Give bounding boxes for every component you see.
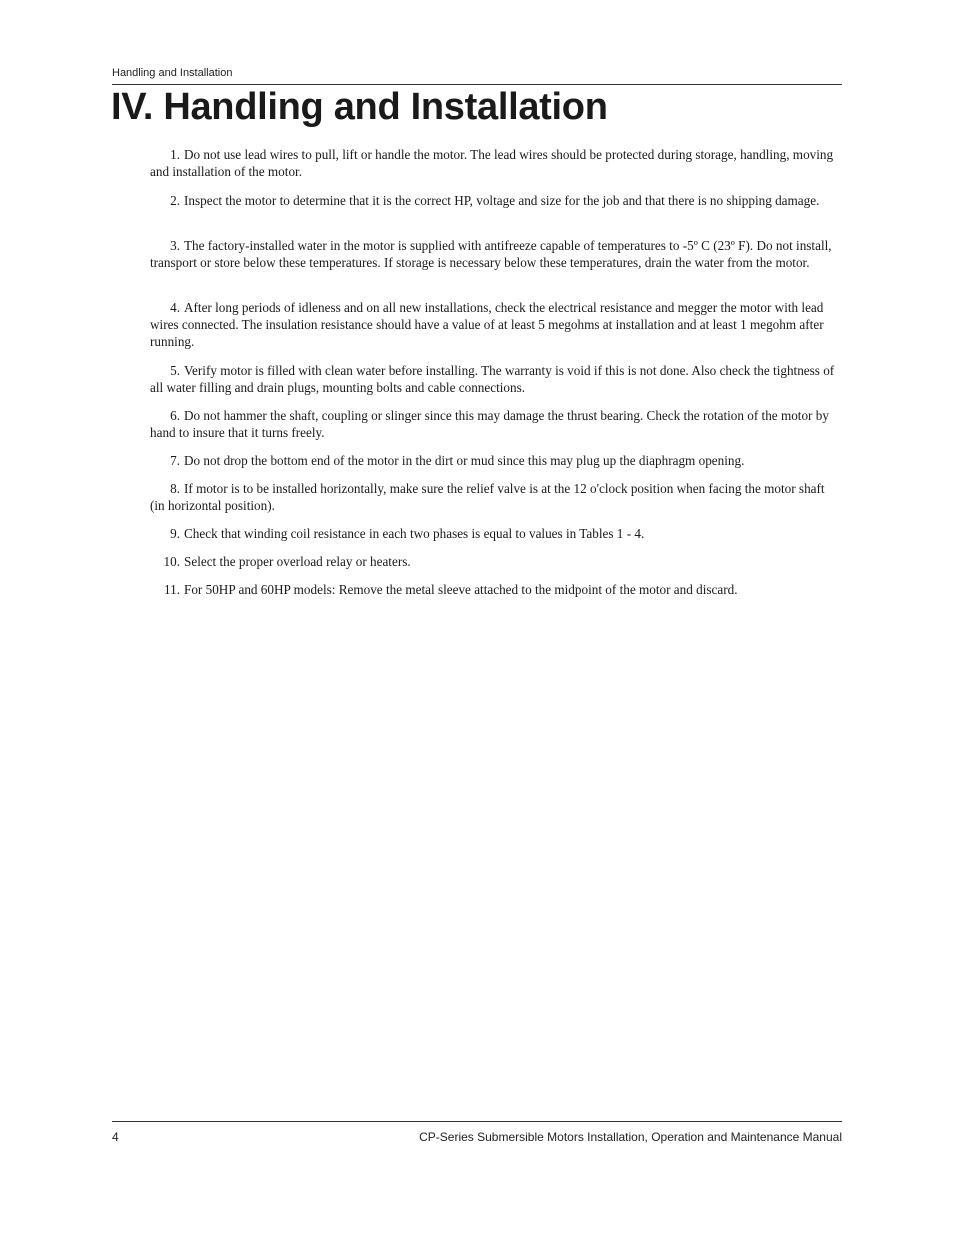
list-item — [150, 299, 842, 350]
list-item-number: 6. — [170, 408, 180, 423]
footer-manual-title: CP-Series Submersible Motors Installation, Operation and Maintenance Manual — [419, 1130, 842, 1144]
list-item — [150, 581, 842, 598]
list-item — [150, 407, 842, 441]
list-item-number: 9. — [170, 526, 180, 541]
list-item-text: Verify motor is filled with clean water before installing. The warranty is void if this is not done. Also check the tightness of all water filling and drain plugs, mounting bolts and cable connections. — [150, 363, 835, 395]
list-item-text: Do not hammer the shaft, coupling or slinger since this may damage the thrust bearing. Check the rotation of the motor by hand to insure that it turns freely. — [150, 408, 829, 440]
running-header: Handling and Installation — [112, 67, 233, 79]
list-item-number: 1. — [170, 147, 180, 162]
list-item-number: 11. — [164, 582, 180, 597]
list-item-text: Do not use lead wires to pull, lift or handle the motor. The lead wires should be protected during storage, handling, moving and installation of the motor. — [150, 147, 834, 179]
list-item — [150, 146, 842, 180]
list-item — [150, 192, 842, 209]
list-item — [150, 362, 842, 396]
list-item-text: After long periods of idleness and on all new installations, check the electrical resistance and megger the motor with lead wires connected. The insulation resistance should have a value of at least 5 megohms at installation and at least 1 megohm after running. — [150, 300, 824, 349]
list-item-number: 8. — [170, 481, 180, 496]
list-item-text: Inspect the motor to determine that it is the correct HP, voltage and size for the job and that there is no shipping damage. — [184, 193, 820, 208]
list-item — [150, 525, 842, 542]
list-item — [150, 553, 842, 570]
list-item — [150, 237, 842, 271]
page-title: IV. Handling and Installation — [111, 86, 608, 128]
list-item-text: The factory-installed water in the motor is supplied with antifreeze capable of temperatures to -5º C (23º F). Do not install, transport or store below these temperatures. If storage is necessary below these temperatures, drain the water from the motor. — [150, 238, 832, 270]
footer-rule — [112, 1121, 842, 1122]
list-item-number: 4. — [170, 300, 180, 315]
list-item-text: Check that winding coil resistance in each two phases is equal to values in Tables 1 - 4. — [184, 526, 645, 541]
list-item-number: 3. — [170, 238, 180, 253]
list-item-number: 7. — [170, 453, 180, 468]
list-item — [150, 452, 842, 469]
header-rule — [112, 84, 842, 85]
list-item-text: Select the proper overload relay or heaters. — [184, 554, 411, 569]
list-item-text: For 50HP and 60HP models: Remove the metal sleeve attached to the midpoint of the motor and discard. — [184, 582, 738, 597]
list-item-number: 2. — [170, 193, 180, 208]
list-item-text: If motor is to be installed horizontally, make sure the relief valve is at the 12 o'clock position when facing the motor shaft (in horizontal position). — [150, 481, 825, 513]
list-item-number: 5. — [170, 363, 180, 378]
list-item — [150, 480, 842, 514]
list-item-number: 10. — [163, 554, 180, 569]
page-number: 4 — [112, 1130, 119, 1144]
list-item-text: Do not drop the bottom end of the motor in the dirt or mud since this may plug up the diaphragm opening. — [184, 453, 745, 468]
